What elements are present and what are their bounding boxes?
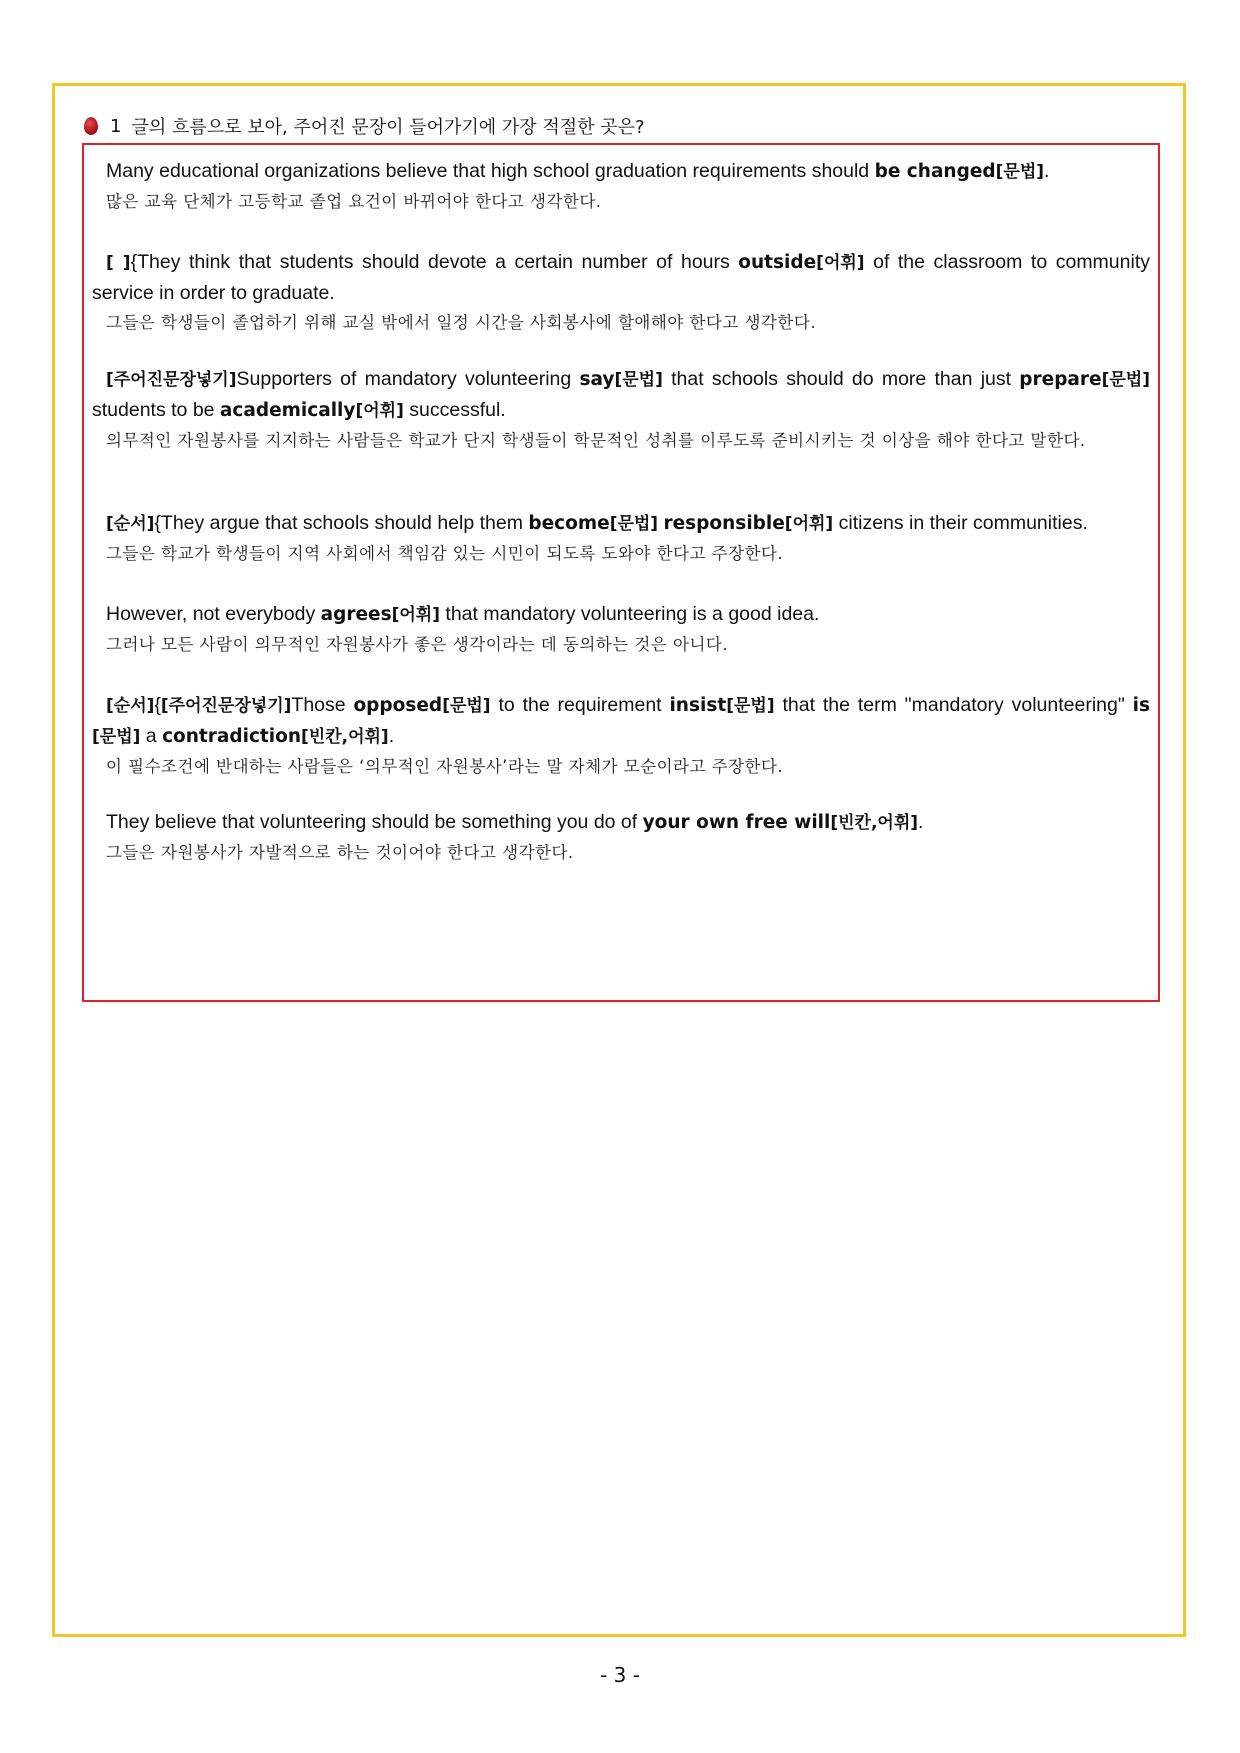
sentence-text: {They argue that schools should help them	[154, 512, 529, 534]
sentence-text: Many educational organizations believe that high school graduation requirements should	[106, 160, 875, 182]
sentence-text: successful.	[403, 399, 506, 421]
key-word: prepare	[1019, 369, 1102, 390]
sentence-text: However, not everybody	[106, 603, 321, 625]
annotation-tag: [문법]	[1101, 370, 1150, 390]
korean-translation: 그들은 학교가 학생들이 지역 사회에서 책임감 있는 시민이 되도록 도와야 한다고 주장한다.	[106, 544, 784, 563]
annotation-tag: [문법]	[442, 696, 491, 716]
english-sentence	[92, 508, 1150, 539]
korean-translation: 그들은 자원봉사가 자발적으로 하는 것이어야 한다고 생각한다.	[106, 843, 574, 862]
question-header	[84, 113, 645, 139]
annotation-tag: [문법]	[995, 162, 1045, 182]
sentence-text: students to be	[92, 399, 220, 421]
sentence-text: .	[1044, 160, 1050, 182]
sentence-text: to the requirement	[490, 694, 670, 716]
key-word: be changed	[874, 161, 996, 182]
annotation-tag: [순서]	[106, 514, 155, 534]
page-number: - 3 -	[600, 1663, 640, 1687]
red-bullet-icon	[84, 117, 98, 135]
key-word: your own free will	[642, 812, 831, 833]
annotation-tag: [빈칸,어휘]	[301, 727, 389, 747]
annotation-tag: [어휘]	[391, 605, 440, 625]
english-sentence	[92, 807, 1150, 838]
question-text: 글의 흐름으로 보아, 주어진 문장이 들어가기에 가장 적절한 곳은?	[131, 117, 645, 138]
sentence-text: Those	[291, 694, 354, 716]
annotation-tag: [어휘]	[784, 514, 834, 534]
sentence-text: that schools should do more than just	[662, 368, 1020, 390]
english-sentence	[92, 364, 1150, 426]
sentence-text: of the classroom to community service in order to graduate.	[92, 251, 1150, 304]
passage-paragraph-1	[92, 156, 1150, 217]
annotation-tag: [문법]	[726, 696, 775, 716]
key-word: is	[1132, 695, 1150, 716]
korean-translation: 그들은 학생들이 졸업하기 위해 교실 밖에서 일정 시간을 사회봉사에 할애해야 한다고 생각한다.	[106, 313, 817, 332]
korean-translation: 이 필수조건에 반대하는 사람들은 ‘의무적인 자원봉사’라는 말 자체가 모순이라고 주장한다.	[106, 757, 784, 776]
korean-translation: 많은 교육 단체가 고등학교 졸업 요건이 바뀌어야 한다고 생각한다.	[106, 192, 602, 211]
annotation-tag: [어휘]	[816, 253, 865, 273]
key-word: outside	[738, 252, 817, 273]
key-word: say	[579, 369, 615, 390]
sentence-text: .	[388, 725, 395, 747]
sentence-text: {	[154, 694, 161, 716]
key-word: academically	[219, 400, 356, 421]
sentence-text: that the term "mandatory volunteering"	[774, 694, 1133, 716]
key-word: opposed	[353, 695, 443, 716]
passage-paragraph-6	[92, 690, 1150, 782]
korean-translation: 의무적인 자원봉사를 지지하는 사람들은 학교가 단지 학생들이 학문적인 성취를 이루도록 준비시키는 것 이상을 해야 한다고 말한다.	[106, 431, 1086, 450]
annotation-tag: [문법]	[92, 727, 141, 747]
key-word: become	[528, 513, 610, 534]
annotation-tag: [문법]	[609, 514, 659, 534]
key-word: insist	[669, 695, 727, 716]
annotation-tag: [빈칸,어휘]	[830, 813, 919, 833]
key-word: agrees	[320, 604, 392, 625]
passage-paragraph-4	[92, 508, 1150, 569]
sentence-text: They believe that volunteering should be something you do of	[106, 811, 643, 833]
passage-paragraph-5	[92, 599, 1150, 660]
passage-paragraph-7	[92, 807, 1150, 868]
english-sentence	[92, 156, 1150, 187]
key-word: contradiction	[162, 726, 301, 747]
sentence-text: a	[140, 725, 163, 747]
annotation-tag: [주어진문장넣기]	[106, 370, 237, 390]
annotation-tag: [ ]	[106, 253, 131, 273]
annotation-tag: [주어진문장넣기]	[160, 696, 292, 716]
sentence-text: Supporters of mandatory volunteering	[236, 368, 580, 390]
english-sentence	[92, 599, 1150, 630]
annotation-tag: [순서]	[106, 696, 155, 716]
key-word: responsible	[663, 513, 785, 534]
english-sentence	[92, 690, 1150, 752]
passage-paragraph-2	[92, 247, 1150, 338]
korean-translation: 그러나 모든 사람이 의무적인 자원봉사가 좋은 생각이라는 데 동의하는 것은 아니다.	[106, 635, 729, 654]
sentence-text: citizens in their communities.	[833, 512, 1088, 534]
question-number: 1	[110, 115, 122, 137]
sentence-text: that mandatory volunteering is a good idea.	[439, 603, 820, 625]
english-sentence	[92, 247, 1150, 308]
passage-paragraph-3	[92, 364, 1150, 456]
annotation-tag: [어휘]	[355, 401, 404, 421]
annotation-tag: [문법]	[614, 370, 663, 390]
sentence-text: {They think that students should devote a certain number of hours	[130, 251, 739, 273]
sentence-text: .	[918, 811, 924, 833]
